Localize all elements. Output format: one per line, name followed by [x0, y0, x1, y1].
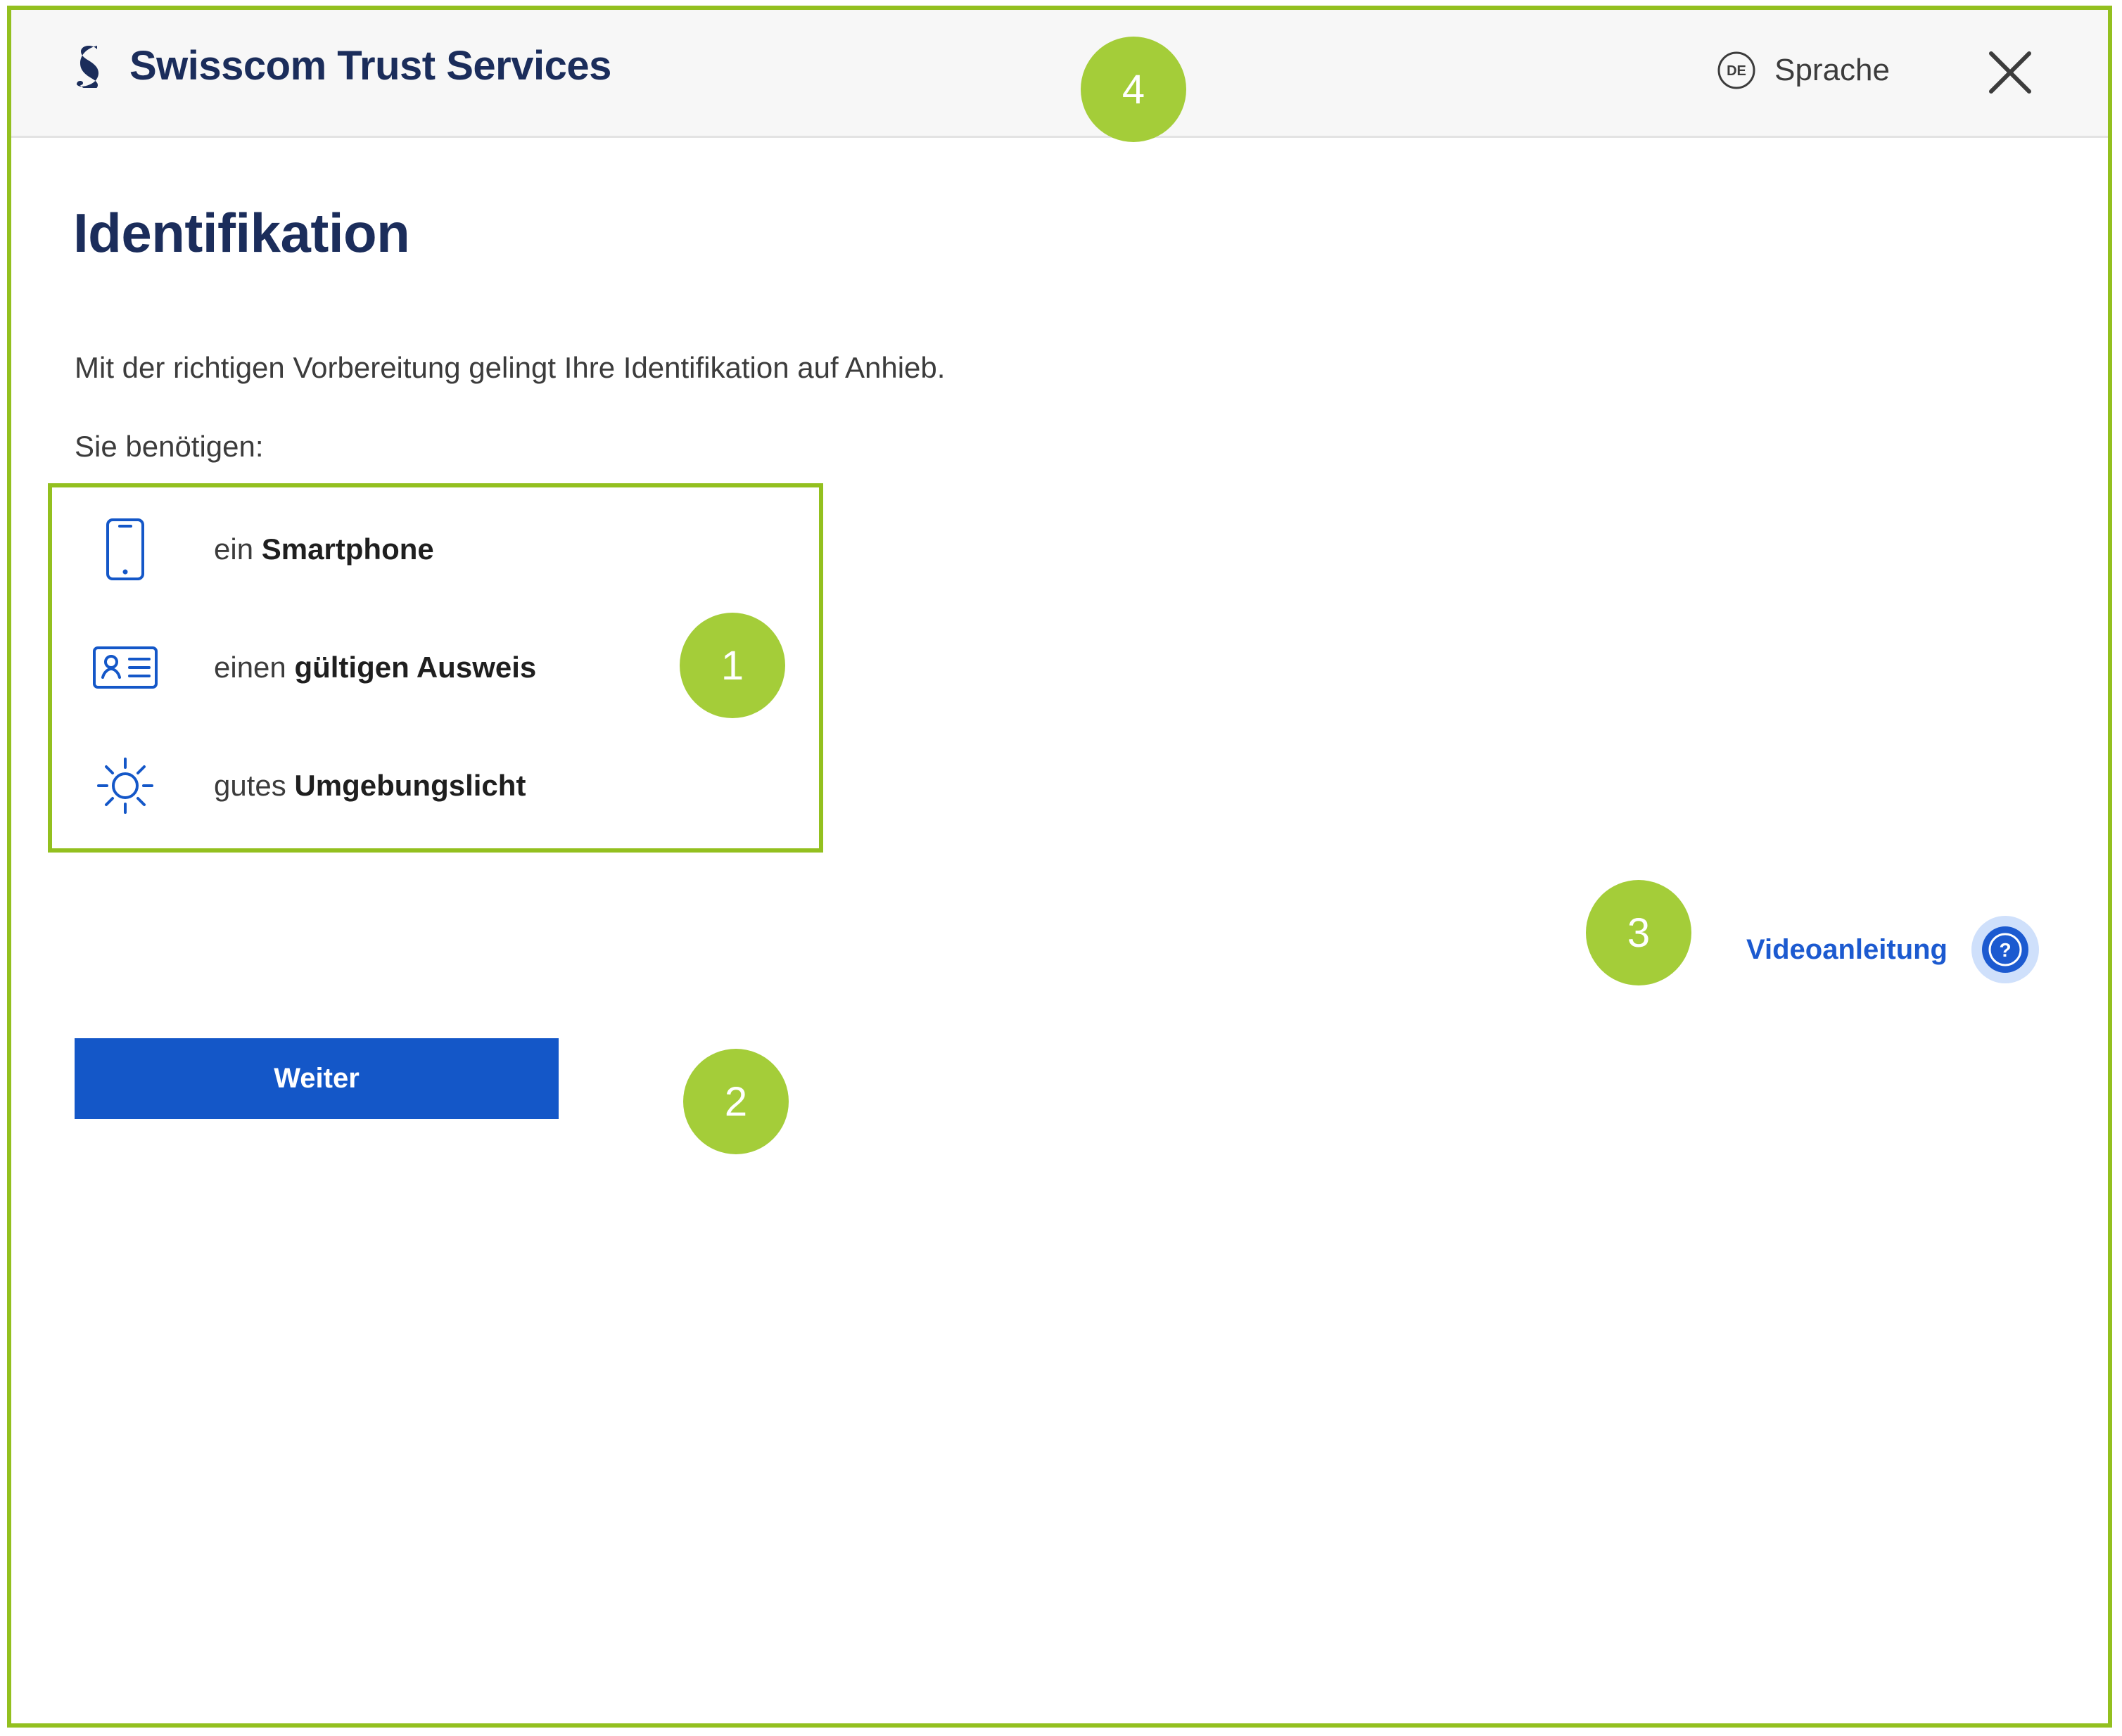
- close-icon[interactable]: [1987, 49, 2033, 96]
- application-window: [7, 6, 2112, 1728]
- globe-de-icon: [1717, 51, 1756, 90]
- video-guide-icon-halo: [1971, 916, 2039, 983]
- svg-text:?: ?: [1999, 939, 2012, 961]
- list-item: [52, 724, 819, 847]
- smartphone-icon: [83, 517, 167, 582]
- list-item-label: [214, 651, 536, 684]
- annotation-badge-1: 1: [680, 613, 785, 718]
- list-item-prefix: gutes: [214, 768, 295, 802]
- brand-title: Swisscom Trust Services: [129, 43, 611, 89]
- list-item-emphasis: Smartphone: [261, 532, 434, 566]
- header-bar: [11, 10, 2108, 138]
- language-selector[interactable]: [1717, 51, 1890, 90]
- list-item-label: [214, 532, 434, 566]
- annotation-badge-2: 2: [683, 1049, 789, 1154]
- question-mark-circle-icon[interactable]: [1982, 926, 2028, 973]
- page-title: Identifikation: [73, 202, 410, 264]
- annotation-badge-3: 3: [1586, 880, 1691, 985]
- annotation-badge-4: 4: [1081, 37, 1186, 142]
- svg-text:DE: DE: [1727, 63, 1747, 79]
- list-item-prefix: einen: [214, 650, 295, 684]
- video-guide-link[interactable]: [1746, 916, 2039, 983]
- sun-light-icon: [83, 753, 167, 818]
- id-card-icon: [83, 642, 167, 693]
- list-item-label: [214, 769, 526, 803]
- list-item: [52, 487, 819, 611]
- video-guide-label: Videoanleitung: [1746, 933, 1948, 965]
- requirements-label: Sie benötigen:: [75, 430, 264, 463]
- list-item-emphasis: Umgebungslicht: [294, 768, 526, 802]
- language-label: Sprache: [1774, 53, 1890, 87]
- intro-paragraph: Mit der richtigen Vorbereitung gelingt Ihre Identifikation auf Anhieb.: [75, 351, 946, 384]
- swisscom-logo-icon: [76, 44, 108, 88]
- list-item-prefix: ein: [214, 532, 262, 566]
- list-item-emphasis: gültigen Ausweis: [294, 650, 537, 684]
- brand-logo: [76, 42, 611, 89]
- continue-button[interactable]: Weiter: [75, 1038, 559, 1119]
